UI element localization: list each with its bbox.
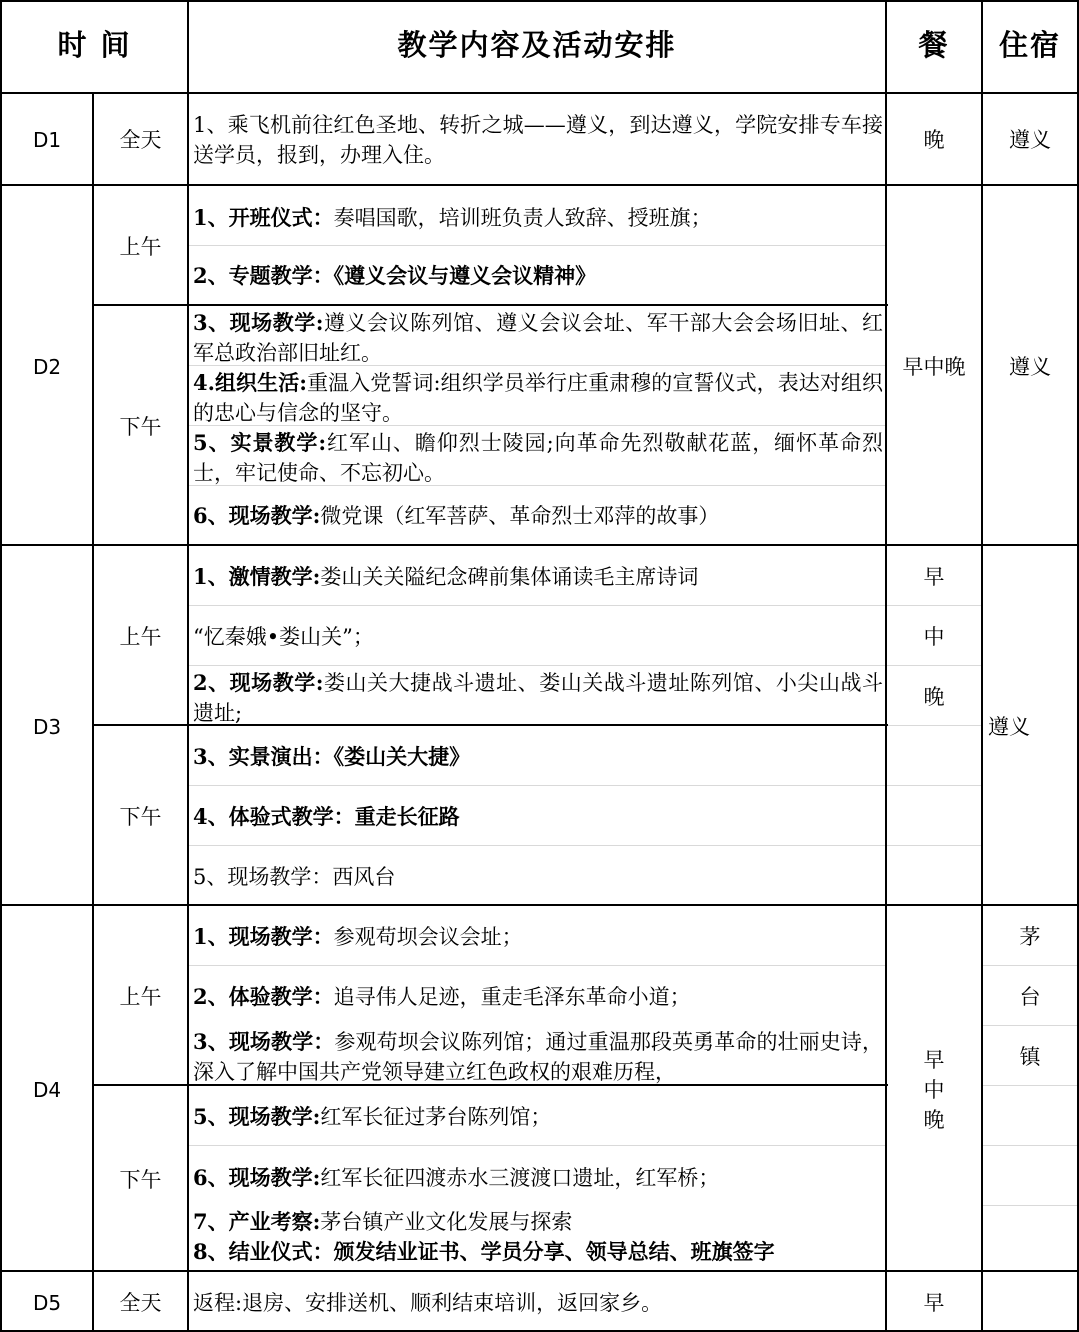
day-label-d3: D3 xyxy=(32,715,62,739)
d3-item-1: 1、激情教学:娄山关关隘纪念碑前集体诵读毛主席诗词 xyxy=(193,564,699,589)
day-label-d2: D2 xyxy=(32,355,62,379)
d4-item-3: 3、现场教学：参观苟坝会议陈列馆；通过重温那段英勇革命的壮丽史诗，深入了解中国共产党领导建立红色政权的艰难历程， xyxy=(193,1029,883,1084)
d5-item: 返程:退房、安排送机、顺利结束培训，返回家乡。 xyxy=(193,1291,663,1315)
d4-item-2: 2、体验教学：追寻伟人足迹，重走毛泽东革命小道； xyxy=(193,984,691,1009)
d4-item-6: 6、现场教学:红军长征四渡赤水三渡渡口遗址，红军桥； xyxy=(193,1165,720,1190)
d2-item-1: 1、开班仪式：奏唱国歌，培训班负责人致辞、授班旗； xyxy=(193,205,712,230)
period-d2-pm: 下午 xyxy=(119,415,162,439)
d3-item-5: 5、现场教学：西风台 xyxy=(193,865,396,889)
meal-d4-dinner: 晚 xyxy=(923,1108,945,1132)
meal-d5: 早 xyxy=(923,1291,945,1315)
stay-d4-char-1: 茅 xyxy=(1019,925,1041,949)
day-label-d1: D1 xyxy=(32,128,62,152)
period-d4-am: 上午 xyxy=(119,985,162,1009)
stay-d2: 遵义 xyxy=(1009,355,1051,379)
meal-d2: 早中晚 xyxy=(902,355,966,379)
header-meal: 餐 xyxy=(918,28,950,62)
period-d1: 全天 xyxy=(119,128,162,152)
d4-item-8: 8、结业仪式：颁发结业证书、学员分享、领导总结、班旗签字 xyxy=(193,1239,775,1264)
meal-d4-lunch: 中 xyxy=(923,1078,945,1102)
stay-d4-char-3: 镇 xyxy=(1019,1045,1041,1069)
d2-item-6: 6、现场教学:微党课（红军菩萨、革命烈士邓萍的故事） xyxy=(193,503,720,528)
d3-item-3: 3、实景演出：《娄山关大捷》 xyxy=(193,744,471,769)
d3-item-4: 4、体验式教学：重走长征路 xyxy=(193,804,460,829)
d3-item-1b: “忆秦娥•娄山关”； xyxy=(193,625,374,649)
d1-item-1: 1、乘飞机前往红色圣地、转折之城——遵义，到达遵义，学院安排专车接送学员，报到，办理入住。 xyxy=(193,113,883,167)
d2-item-2: 2、专题教学：《遵义会议与遵义会议精神》 xyxy=(193,263,597,288)
d4-item-1: 1、现场教学：参观苟坝会议会址； xyxy=(193,924,523,949)
period-d2-am: 上午 xyxy=(119,235,162,259)
d4-item-7: 7、产业考察:茅台镇产业文化发展与探索 xyxy=(193,1209,573,1234)
d4-item-5: 5、现场教学:红军长征过茅台陈列馆； xyxy=(193,1104,552,1129)
period-d3-am: 上午 xyxy=(119,625,162,649)
header-content: 教学内容及活动安排 xyxy=(397,28,677,62)
meal-d3-breakfast: 早 xyxy=(923,565,945,589)
day-label-d4: D4 xyxy=(32,1078,62,1102)
d3-item-2: 2、现场教学:娄山关大捷战斗遗址、娄山关战斗遗址陈列馆、小尖山战斗遗址; xyxy=(193,670,883,725)
period-d5: 全天 xyxy=(119,1291,162,1315)
stay-d1: 遵义 xyxy=(1009,128,1051,152)
period-d3-pm: 下午 xyxy=(119,805,162,829)
stay-d3: 遵义 xyxy=(988,715,1030,739)
d2-item-3: 3、现场教学:遵义会议陈列馆、遵义会议会址、军干部大会会场旧址、红军总政治部旧址红。 xyxy=(193,310,883,365)
d2-item-5: 5、实景教学:红军山、瞻仰烈士陵园;向革命先烈敬献花蓝，缅怀革命烈士，牢记使命、不忘初心。 xyxy=(193,430,883,485)
day-label-d5: D5 xyxy=(32,1291,62,1315)
d2-item-4: 4.组织生活:重温入党誓词:组织学员举行庄重肃穆的宣誓仪式，表达对组织的忠心与信念的坚守。 xyxy=(193,370,883,425)
meal-d3-dinner: 晚 xyxy=(923,685,945,709)
meal-d3-lunch: 中 xyxy=(923,625,945,649)
stay-d4-char-2: 台 xyxy=(1019,985,1041,1009)
header-time: 时 间 xyxy=(57,28,132,62)
header-stay: 住宿 xyxy=(998,28,1061,62)
meal-d4-breakfast: 早 xyxy=(923,1048,945,1072)
meal-d1: 晚 xyxy=(923,128,945,152)
period-d4-pm: 下午 xyxy=(119,1168,162,1192)
